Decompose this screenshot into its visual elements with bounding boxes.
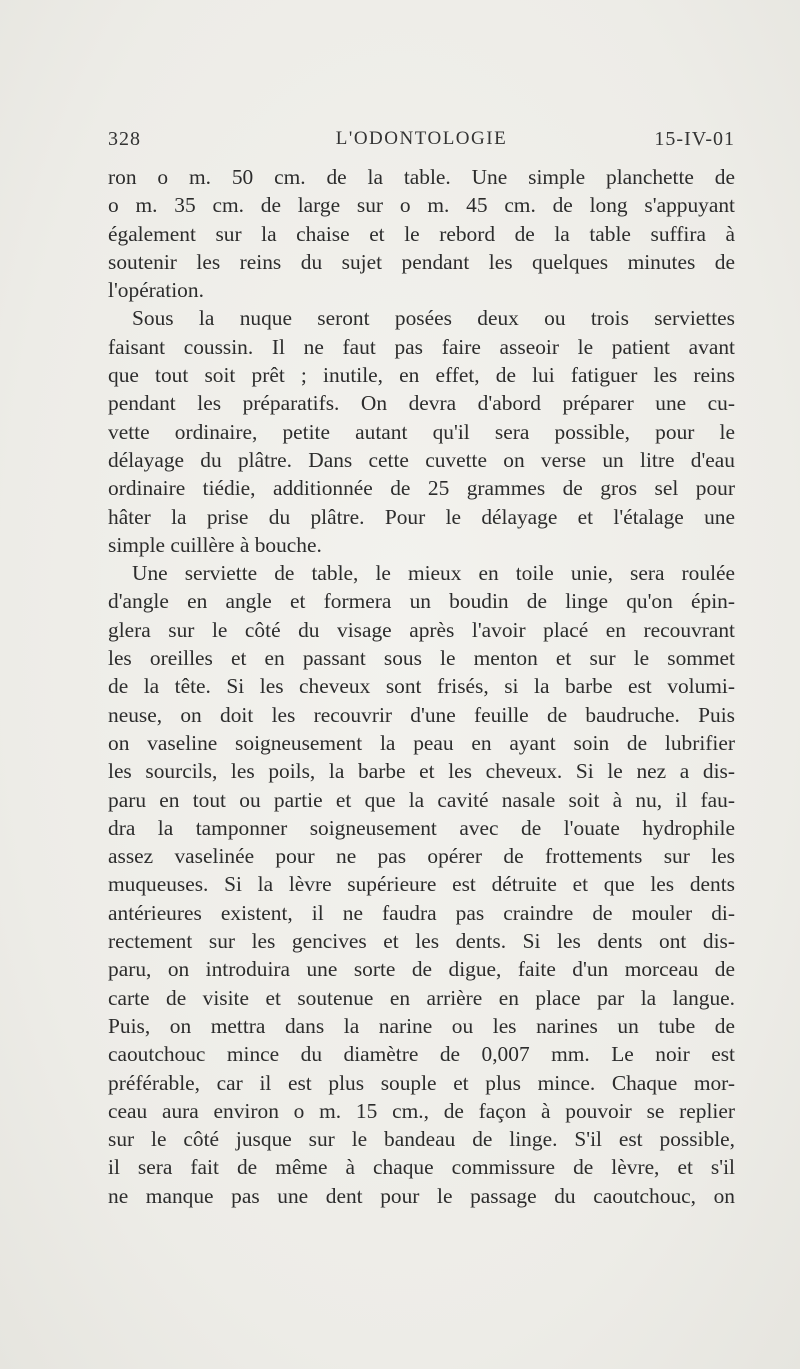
text-line: Puis, on mettra dans la narine ou les narines un tube de bbox=[108, 1013, 735, 1038]
text-line: on vaseline soigneusement la peau en ayant soin de lubrifier bbox=[108, 730, 735, 755]
text-line: o m. 35 cm. de large sur o m. 45 cm. de long s'appuyant bbox=[108, 193, 735, 218]
text-line: rectement sur les gencives et les dents. Si les dents ont dis- bbox=[108, 929, 735, 954]
text-line: également sur la chaise et le rebord de la table suffira à bbox=[108, 221, 735, 246]
page-number: 328 bbox=[108, 128, 141, 150]
text-line: ordinaire tiédie, additionnée de 25 grammes de gros sel pour bbox=[108, 476, 735, 501]
text-line: délayage du plâtre. Dans cette cuvette on verse un litre d'eau bbox=[108, 447, 735, 472]
text-line: paru, on introduira une sorte de digue, faite d'un morceau de bbox=[108, 957, 735, 982]
text-line: muqueuses. Si la lèvre supérieure est détruite et que les dents bbox=[108, 872, 735, 897]
text-line: assez vaselinée pour ne pas opérer de frottements sur les bbox=[108, 844, 735, 869]
text-line: antérieures existent, il ne faudra pas craindre de mouler di- bbox=[108, 900, 735, 925]
issue-date: 15-IV-01 bbox=[654, 128, 735, 150]
text-line: neuse, on doit les recouvrir d'une feuille de baudruche. Puis bbox=[108, 702, 735, 727]
text-line: caoutchouc mince du diamètre de 0,007 mm. Le noir est bbox=[108, 1042, 735, 1067]
text-line: les sourcils, les poils, la barbe et les cheveux. Si le nez a dis- bbox=[108, 759, 735, 784]
running-header bbox=[108, 128, 735, 158]
text-line: de la tête. Si les cheveux sont frisés, si la barbe est volumi- bbox=[108, 674, 735, 699]
journal-title: L'ODONTOLOGIE bbox=[335, 128, 508, 149]
text-line: vette ordinaire, petite autant qu'il sera possible, pour le bbox=[108, 419, 735, 444]
text-line: soutenir les reins du sujet pendant les quelques minutes de bbox=[108, 249, 735, 274]
text-line: Une serviette de table, le mieux en toile unie, sera roulée bbox=[132, 561, 735, 586]
text-line: que tout soit prêt ; inutile, en effet, de lui fatiguer les reins bbox=[108, 363, 735, 388]
text-line: dra la tamponner soigneusement avec de l'ouate hydrophile bbox=[108, 815, 735, 840]
text-line: glera sur le côté du visage après l'avoir placé en recouvrant bbox=[108, 617, 735, 642]
text-line: ron o m. 50 cm. de la table. Une simple planchette de bbox=[108, 165, 735, 189]
text-line: hâter la prise du plâtre. Pour le délayage et l'étalage une bbox=[108, 504, 735, 529]
text-line: ne manque pas une dent pour le passage du caoutchouc, on bbox=[108, 1183, 735, 1208]
text-line: Sous la nuque seront posées deux ou trois serviettes bbox=[132, 306, 735, 331]
text-line: faisant coussin. Il ne faut pas faire asseoir le patient avant bbox=[108, 334, 735, 359]
text-line: ceau aura environ o m. 15 cm., de façon à pouvoir se replier bbox=[108, 1098, 735, 1123]
text-line: les oreilles et en passant sous le menton et sur le sommet bbox=[108, 646, 735, 671]
text-line: paru en tout ou partie et que la cavité nasale soit à nu, il fau- bbox=[108, 787, 735, 812]
body-text bbox=[108, 163, 735, 1210]
text-line: préférable, car il est plus souple et plus mince. Chaque mor- bbox=[108, 1070, 735, 1095]
text-line: simple cuillère à bouche. bbox=[108, 532, 322, 557]
text-line: pendant les préparatifs. On devra d'abord préparer une cu- bbox=[108, 391, 735, 416]
text-line: il sera fait de même à chaque commissure de lèvre, et s'il bbox=[108, 1155, 735, 1180]
text-line: l'opération. bbox=[108, 278, 204, 303]
text-line: carte de visite et soutenue en arrière en place par la langue. bbox=[108, 985, 735, 1010]
text-line: sur le côté jusque sur le bandeau de linge. S'il est possible, bbox=[108, 1127, 735, 1152]
text-line: d'angle en angle et formera un boudin de linge qu'on épin- bbox=[108, 589, 735, 614]
